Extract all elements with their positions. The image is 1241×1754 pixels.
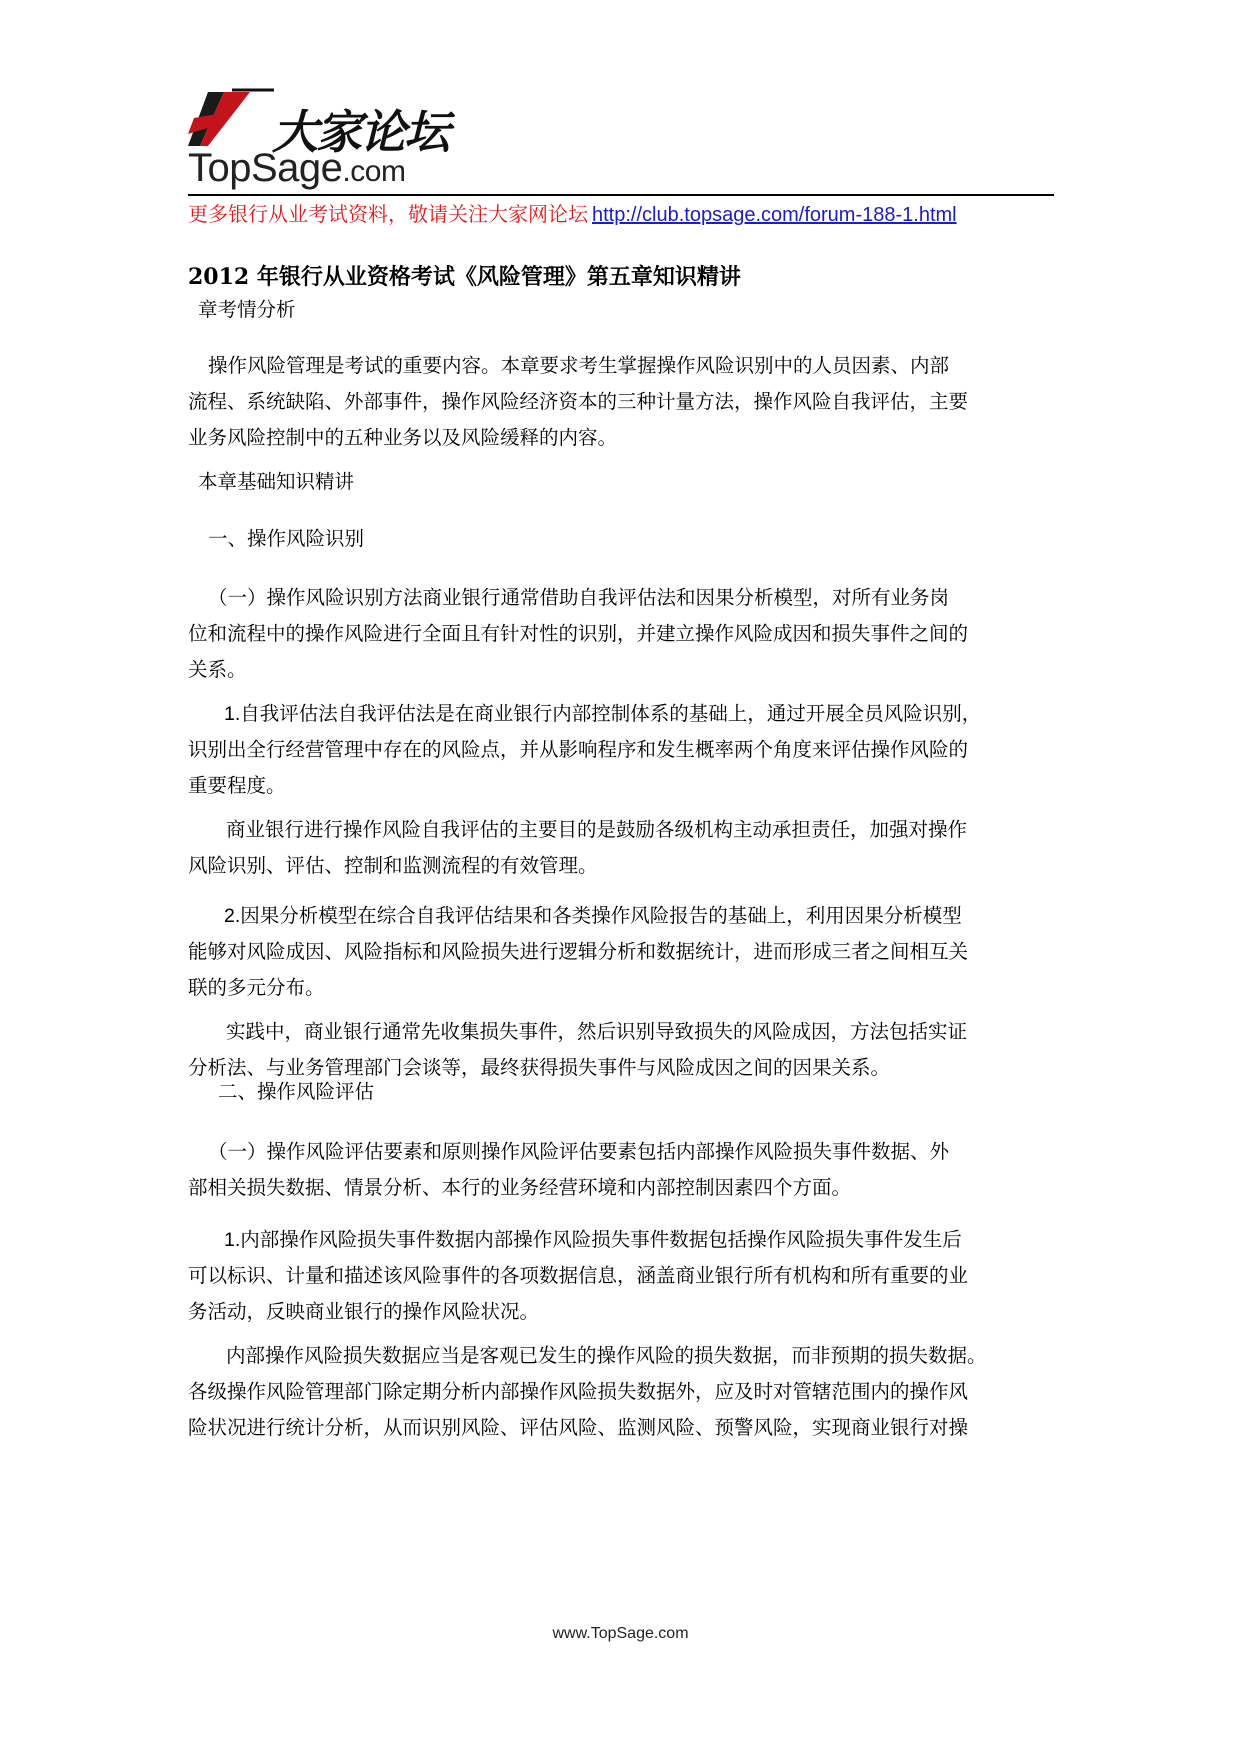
forum-link[interactable]: http://club.topsage.com/forum-188-1.html xyxy=(592,204,957,226)
header-divider xyxy=(188,194,1054,196)
paragraph-line: 识别出全行经营管理中存在的风险点，并从影响程序和发生概率两个角度来评估操作风险的 xyxy=(188,738,969,761)
paragraph-line: 能够对风险成因、风险指标和风险损失进行逻辑分析和数据统计，进而形成三者之间相互关 xyxy=(188,940,969,963)
paragraph xyxy=(188,1134,1068,1206)
paragraph-line: 流程、系统缺陷、外部事件，操作风险经济资本的三种计量方法，操作风险自我评估，主要 xyxy=(188,390,969,413)
paragraph xyxy=(188,1222,1068,1330)
site-header xyxy=(188,84,518,194)
paragraph xyxy=(188,898,1068,1006)
paragraph-line: 务活动，反映商业银行的操作风险状况。 xyxy=(188,1300,540,1323)
list-number: 1. xyxy=(224,703,241,725)
paragraph-line: 可以标识、计量和描述该风险事件的各项数据信息，涵盖商业银行所有机构和所有重要的业 xyxy=(188,1264,969,1287)
paragraph-line: 1.内部操作风险损失事件数据内部操作风险损失事件数据包括操作风险损失事件发生后 xyxy=(224,1228,962,1251)
paragraph-line: 业务风险控制中的五种业务以及风险缓释的内容。 xyxy=(188,426,618,449)
paragraph xyxy=(188,696,1068,804)
paragraph-line: 二、操作风险评估 xyxy=(218,1080,375,1103)
list-number: 2. xyxy=(224,905,241,927)
paragraph-line: 内部操作风险损失数据应当是客观已发生的操作风险的损失数据，而非预期的损失数据。 xyxy=(226,1344,987,1367)
paragraph xyxy=(188,1338,1068,1446)
list-number: 1. xyxy=(224,1229,241,1251)
paragraph xyxy=(188,521,1088,557)
paragraph-line: 风险识别、评估、控制和监测流程的有效管理。 xyxy=(188,854,598,877)
paragraph-line: 联的多元分布。 xyxy=(188,976,325,999)
paragraph-line: 章考情分析 xyxy=(198,298,296,321)
paragraph-line: 险状况进行统计分析，从而识别风险、评估风险、监测风险、预警风险，实现商业银行对操 xyxy=(188,1416,969,1439)
paragraph-line: （一）操作风险识别方法商业银行通常借助自我评估法和因果分析模型，对所有业务岗 xyxy=(208,586,950,609)
paragraph-line: 本章基础知识精讲 xyxy=(198,470,355,493)
document-title: 2012 年银行从业资格考试《风险管理》第五章知识精讲 xyxy=(188,264,741,290)
paragraph-line: 各级操作风险管理部门除定期分析内部操作风险损失数据外，应及时对管辖范围内的操作风 xyxy=(188,1380,969,1403)
paragraph-line: 2.因果分析模型在综合自我评估结果和各类操作风险报告的基础上，利用因果分析模型 xyxy=(224,904,962,927)
paragraph-line: 位和流程中的操作风险进行全面且有针对性的识别，并建立操作风险成因和损失事件之间的 xyxy=(188,622,969,645)
paragraph-line: 分析法、与业务管理部门会谈等，最终获得损失事件与风险成因之间的因果关系。 xyxy=(188,1056,891,1079)
topsage-logo-icon xyxy=(188,84,280,154)
paragraph-line: 重要程度。 xyxy=(188,774,286,797)
paragraph xyxy=(188,812,1068,884)
paragraph xyxy=(188,292,1078,328)
promo-line xyxy=(188,200,957,229)
paragraph-line: 实践中，商业银行通常先收集损失事件，然后识别导致损失的风险成因，方法包括实证 xyxy=(226,1020,968,1043)
logo-domain-suffix: .com xyxy=(342,155,406,188)
paragraph xyxy=(188,1074,1098,1110)
paragraph xyxy=(188,464,1078,500)
promo-text: 更多银行从业考试资料，敬请关注大家网论坛 xyxy=(188,202,588,226)
paragraph-line: 商业银行进行操作风险自我评估的主要目的是鼓励各级机构主动承担责任，加强对操作 xyxy=(226,818,968,841)
paragraph xyxy=(188,580,1068,688)
logo-english-text xyxy=(188,146,405,191)
paragraph-line: 1.自我评估法自我评估法是在商业银行内部控制体系的基础上，通过开展全员风险识别， xyxy=(224,702,982,725)
page-footer: www.TopSage.com xyxy=(552,1625,689,1642)
paragraph-line: 部相关损失数据、情景分析、本行的业务经营环境和内部控制因素四个方面。 xyxy=(188,1176,852,1199)
paragraph xyxy=(188,348,1068,456)
logo-chinese-text: 大家论坛 xyxy=(272,105,448,159)
logo-brand: TopSage xyxy=(188,146,343,190)
paragraph-line: 一、操作风险识别 xyxy=(208,527,365,550)
paragraph-line: 关系。 xyxy=(188,658,247,681)
paragraph-line: 操作风险管理是考试的重要内容。本章要求考生掌握操作风险识别中的人员因素、内部 xyxy=(208,354,950,377)
paragraph-line: （一）操作风险评估要素和原则操作风险评估要素包括内部操作风险损失事件数据、外 xyxy=(208,1140,950,1163)
